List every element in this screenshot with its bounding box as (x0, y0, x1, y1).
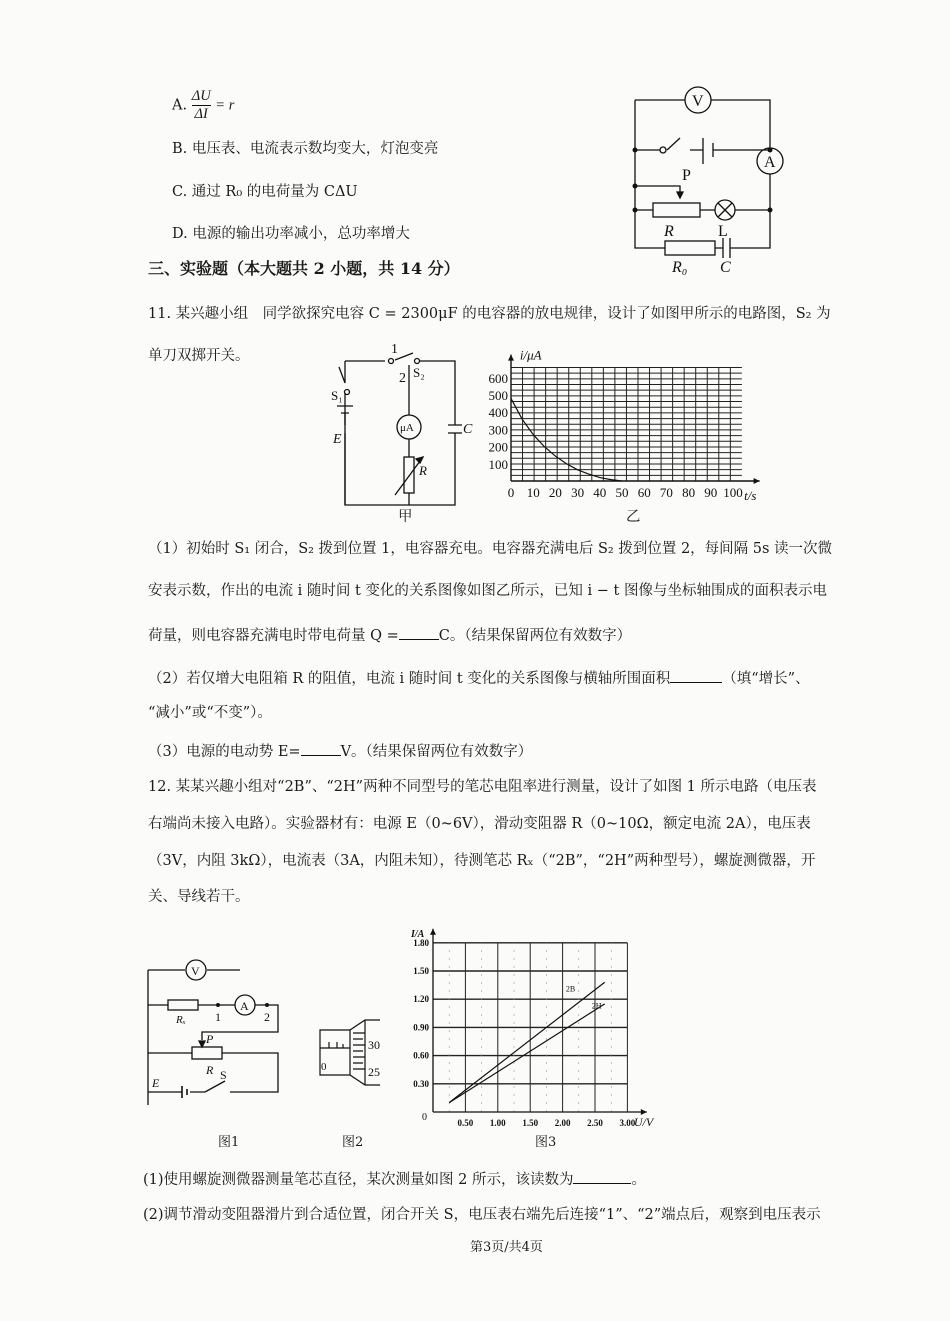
q12-line1: 12. 某某兴趣小组对“2B”、“2H”两种不同型号的笔芯电阻率进行测量，设计了如图 1 所示电路（电压表 (148, 779, 817, 795)
text: 荷量，则电容器充满电时带电荷量 Q = (148, 628, 399, 644)
q12-part1 (143, 1169, 646, 1189)
x-tick-label: 2.00 (554, 1118, 571, 1128)
x-tick-label: 60 (637, 485, 651, 500)
s2-label: S₂ (413, 365, 425, 380)
y-axis-label: I/A (411, 929, 425, 941)
fig3-caption: 图3 (535, 1135, 557, 1150)
fraction-numerator: ΔU (191, 88, 211, 104)
text: C。（结果保留两位有效数字） (438, 628, 632, 644)
x-tick-label: 30 (571, 485, 585, 500)
x-tick-label: 2.50 (587, 1118, 603, 1128)
capacitor-label: C (463, 422, 473, 437)
rx-label: Rₓ (176, 1014, 186, 1026)
text: （填“增长”、 (722, 671, 810, 687)
r0-label: R₀ (672, 259, 688, 276)
emf-label: E (333, 432, 342, 447)
x-axis-label: U/V (633, 1115, 654, 1129)
q11-part1-line1: （1）初始时 S₁ 闭合，S₂ 拨到位置 1，电容器充电。电容器充满电后 S₂ 拨到位置 2，每间隔 5s 读一次微 (148, 541, 833, 557)
fig1-caption: 图1 (218, 1135, 240, 1150)
text: （3）电源的电动势 E= (148, 744, 301, 760)
series-label-2h: 2H (591, 1001, 602, 1011)
s1-label: S₁ (331, 388, 343, 403)
scale-25-label: 25 (368, 1065, 380, 1079)
answer-blank-diameter[interactable] (573, 1169, 631, 1184)
section-heading: 三、实验题（本大题共 2 小题，共 14 分） (148, 259, 460, 278)
text: 。 (631, 1172, 646, 1188)
y-tick-label: 1.20 (413, 994, 429, 1005)
x-tick-label: 10 (526, 485, 540, 500)
x-tick-label: 3.00 (619, 1118, 636, 1128)
x-tick-label: 90 (704, 485, 718, 500)
x-tick-label: 20 (548, 485, 562, 500)
q12-line2: 右端尚未接入电路）。实验器材有：电源 E（0~6V），滑动变阻器 R（0~10Ω，额定电流 2A），电压表 (148, 816, 811, 832)
y-tick-label: 100 (488, 456, 508, 472)
text: （2）若仅增大电阻箱 R 的阻值，电流 i 随时间 t 变化的关系图像与横轴所围面积 (148, 671, 671, 687)
voltmeter-label: V (191, 964, 200, 978)
ammeter-label: A (764, 154, 776, 171)
x-tick-label: 70 (659, 485, 673, 500)
switch-label: S (220, 1068, 227, 1082)
fraction-denominator: ΔI (194, 106, 208, 122)
text: V。（结果保留两位有效数字） (340, 744, 533, 760)
y-tick-label: 0.30 (413, 1078, 429, 1089)
x-tick-label: 1.00 (489, 1118, 506, 1128)
option-d: D. 电源的输出功率减小，总功率增大 (172, 226, 410, 242)
series-line-2h (449, 1001, 605, 1103)
lamp-label: L (718, 223, 728, 240)
y-tick-label: 400 (488, 405, 508, 421)
x-tick-label: 0.50 (457, 1118, 474, 1128)
q12-line4: 关、导线若干。 (148, 889, 250, 905)
q11-intro: 11. 某兴趣小组 同学欲探究电容 C = 2300μF 的电容器的放电规律，设计了如图甲所示的电路图，S₂ 为 (148, 306, 831, 322)
resistor-box-label: R (419, 463, 427, 478)
terminal-2-label: 2 (264, 1010, 270, 1024)
page-footer: 第3页/共4页 (470, 1240, 543, 1255)
q12-part2: (2)调节滑动变阻器滑片到合适位置，闭合开关 S，电压表右端先后连接“1”、“2”端点后，观察到电压表示 (143, 1207, 821, 1223)
y-tick-label: 1.80 (413, 937, 429, 948)
x-tick-label: 100 (723, 485, 743, 500)
voltmeter-label: V (692, 93, 704, 110)
y-tick-label: 0.60 (413, 1050, 429, 1061)
microammeter-label: μA (400, 422, 414, 434)
y-axis-label: i/μA (519, 347, 542, 363)
x-tick-label: 0 (507, 485, 515, 500)
slider-p-label: P (682, 167, 691, 184)
option-c: C. 通过 R₀ 的电荷量为 CΔU (172, 184, 358, 200)
ammeter-label: A (240, 999, 249, 1013)
x-tick-label: 1.50 (522, 1118, 539, 1128)
y-tick-label: 200 (488, 439, 508, 455)
option-a-rhs: = r (215, 97, 235, 114)
q11-part1-line2: 安表示数，作出的电流 i 随时间 t 变化的关系图像如图乙所示，已知 i − t 图像与坐标轴围成的面积表示电 (148, 583, 827, 599)
x-tick-label: 80 (682, 485, 696, 500)
slider-p-label: P (206, 1032, 214, 1046)
rheostat-label: R (664, 223, 674, 240)
capacitor-label: C (720, 259, 731, 276)
x-tick-label: 50 (615, 485, 629, 500)
terminal-1-label: 1 (215, 1010, 221, 1024)
x-tick-label: 40 (593, 485, 607, 500)
y-tick-label: 1.50 (413, 966, 429, 976)
q12-line3: （3V，内阻 3kΩ），电流表（3A，内阻未知），待测笔芯 Rₓ（“2B”，“2H”两种型号），螺旋测微器，开 (148, 853, 816, 869)
scale-30-label: 30 (368, 1038, 380, 1052)
q11-intro-2: 单刀双掷开关。 (148, 348, 250, 364)
y-axis-arrow (430, 929, 436, 935)
series-label-2b: 2B (565, 984, 576, 994)
option-b: B. 电压表、电流表示数均变大，灯泡变亮 (172, 141, 439, 157)
text: (1)使用螺旋测微器测量笔芯直径，某次测量如图 2 所示，该读数为 (143, 1172, 574, 1188)
y-tick-label: 0.90 (413, 1022, 429, 1033)
x-axis-label: t/s (744, 488, 757, 503)
series-line-2b (449, 982, 605, 1102)
y-tick-label: 300 (488, 422, 508, 438)
fig-a-caption: 甲 (398, 509, 413, 525)
y-tick-label: 500 (488, 388, 508, 403)
q11-part2-line2: “减小”或“不变”）。 (148, 705, 272, 721)
switch-pos-2: 2 (399, 371, 406, 386)
fig-b-caption: 乙 (626, 509, 641, 525)
rheostat-label: R (206, 1063, 214, 1077)
switch-pos-1: 1 (391, 342, 398, 357)
fig2-caption: 图2 (342, 1135, 364, 1150)
y-tick-label: 600 (488, 370, 508, 386)
option-a-label: A. (172, 97, 188, 114)
emf-label: E (152, 1076, 160, 1090)
scale-0-label: 0 (321, 1061, 327, 1073)
origin-label: 0 (422, 1112, 427, 1123)
